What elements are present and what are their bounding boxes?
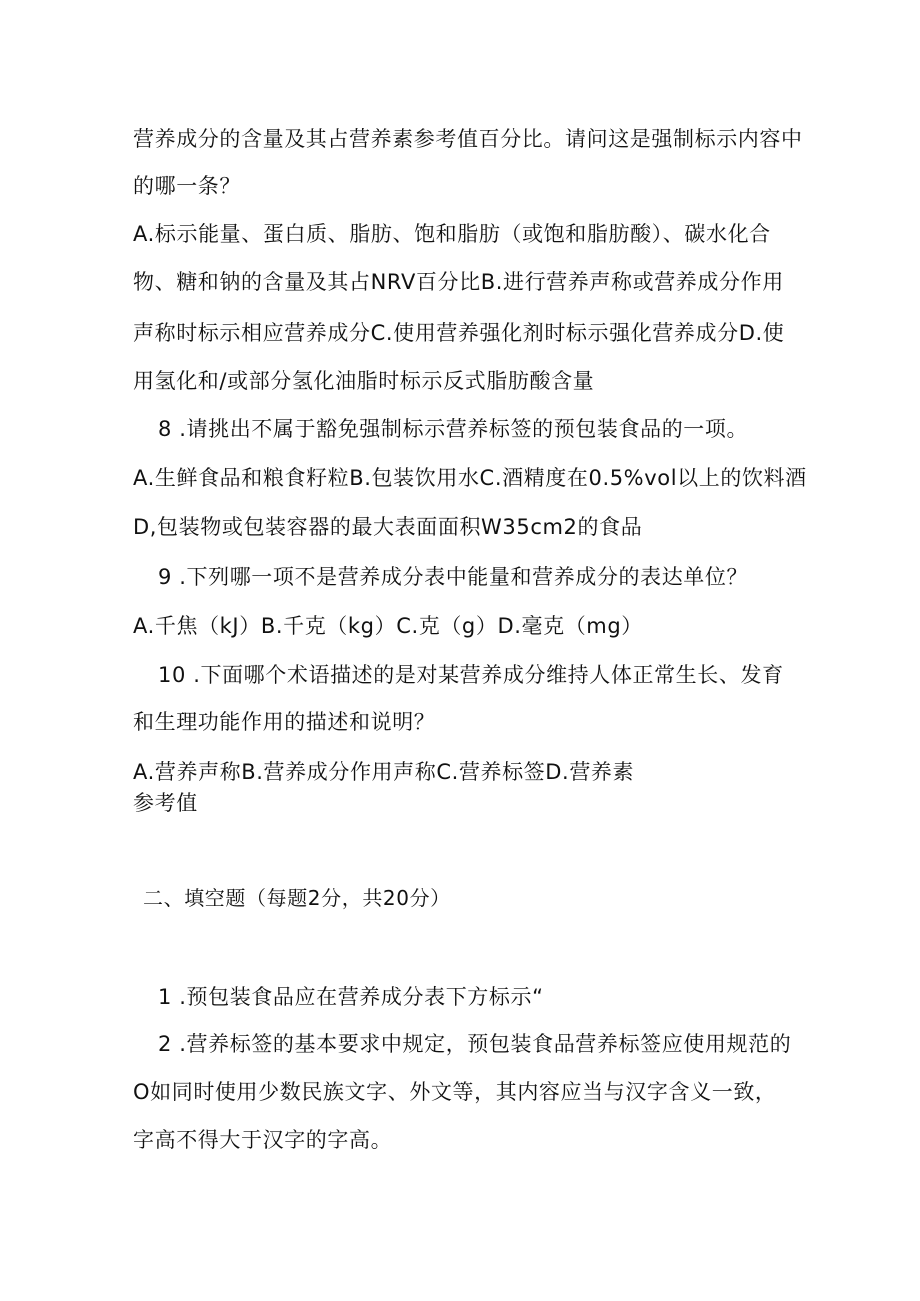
- q9-question: 9 .下列哪一项不是营养成分表中能量和营养成分的表达单位？: [158, 565, 749, 589]
- q7-option-line-3: 声称时标示相应营养成分C.使用营养强化剂时标示强化营养成分D.使: [133, 321, 785, 345]
- q7-option-line-1: A.标示能量、蛋白质、脂肪、饱和脂肪（或饱和脂肪酸）、碳水化合: [133, 222, 771, 246]
- fill-q2-line-3: 字高不得大于汉字的字高。: [133, 1128, 393, 1152]
- q9-options: A.千焦（kJ）B.千克（kg）C.克（g）D.毫克（mg）: [133, 614, 643, 638]
- fill-q2-line-1: 2 .营养标签的基本要求中规定，预包装食品营养标签应使用规范的: [158, 1032, 792, 1056]
- q7-option-line-4: 用氢化和/或部分氢化油脂时标示反式脂肪酸含量: [133, 369, 595, 393]
- q8-option-line-1: A.生鲜食品和粮食籽粒B.包装饮用水C.酒精度在0.5%vol以上的饮料酒: [133, 466, 807, 490]
- q10-option-line-2: 参考值: [133, 791, 198, 815]
- q10-question-line-2: 和生理功能作用的描述和说明？: [133, 710, 436, 734]
- fill-q2-line-2: O如同时使用少数民族文字、外文等，其内容应当与汉字含义一致，: [133, 1080, 777, 1104]
- q7-option-line-2: 物、糖和钠的含量及其占NRV百分比B.进行营养声称或营养成分作用: [133, 270, 784, 294]
- q8-option-line-2: D,包装物或包装容器的最大表面面积W35cm2的食品: [133, 515, 643, 539]
- fill-q1: 1 .预包装食品应在营养成分表下方标示“: [158, 985, 544, 1009]
- q7-text-line-1: 营养成分的含量及其占营养素参考值百分比。请问这是强制标示内容中: [133, 127, 803, 151]
- section-title-fill-in: 二、填空题（每题2分，共20分）: [143, 886, 451, 910]
- q10-option-line-1: A.营养声称B.营养成分作用声称C.营养标签D.营养素: [133, 760, 635, 784]
- q7-text-line-2: 的哪一条？: [133, 174, 241, 198]
- q8-question: 8 .请挑出不属于豁免强制标示营养标签的预包装食品的一项。: [158, 417, 749, 441]
- q10-question-line-1: 10 .下面哪个术语描述的是对某营养成分维持人体正常生长、发育: [158, 663, 784, 687]
